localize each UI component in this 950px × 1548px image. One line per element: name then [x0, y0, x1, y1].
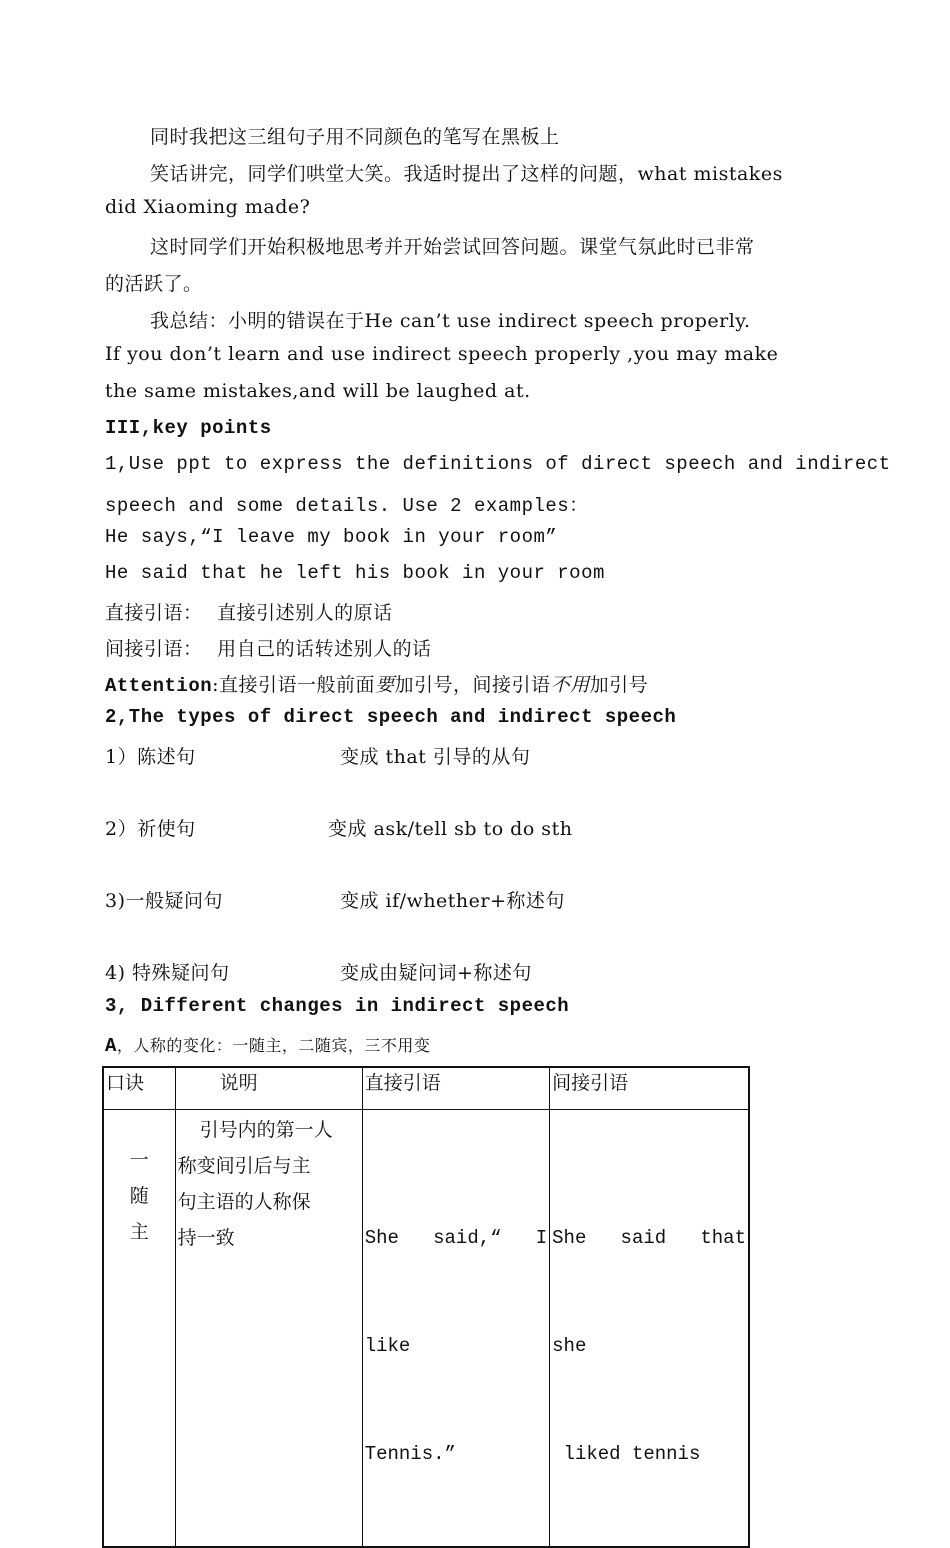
attention-emphasis: 要 — [375, 674, 395, 696]
type-change: 变成 that 引导的从句 — [340, 746, 531, 768]
example-sentence: He says,“I leave my book in your room” — [105, 526, 558, 548]
indirect-cell — [550, 1109, 749, 1547]
definition-text: 用自己的话转述别人的话 — [217, 638, 432, 660]
type-name: 3)一般疑问句 — [105, 890, 224, 912]
definition-label: 直接引语： — [105, 602, 203, 624]
paragraph-line: 同时我把这三组句子用不同颜色的笔写在黑板上 — [150, 126, 560, 148]
person-change-table — [102, 1066, 750, 1548]
attention-emphasis: 不用 — [550, 674, 590, 696]
type-change: 变成由疑问词+称述句 — [340, 962, 532, 984]
paragraph-line: 这时同学们开始积极地思考并开始尝试回答问题。课堂气氛此时已非常 — [150, 236, 755, 258]
direct-line: like — [364, 1334, 411, 1357]
indirect-line: She said that — [552, 1226, 746, 1249]
koujue-char: 一 — [129, 1148, 149, 1171]
attention-note — [105, 670, 648, 697]
type-row — [105, 742, 196, 769]
direct-cell — [362, 1109, 549, 1547]
header-indirect: 间接引语 — [552, 1072, 629, 1094]
attention-text: 加引号 — [589, 674, 649, 696]
key-point-heading: 2,The types of direct speech and indirect speech — [105, 706, 677, 728]
example-sentence: He said that he left his book in your room — [105, 562, 605, 584]
definition-indirect — [105, 634, 432, 661]
shuoming-line: 引号内的第一人 — [199, 1118, 333, 1141]
indirect-line: liked tennis — [552, 1442, 701, 1465]
attention-text: 加引号，间接引语 — [394, 674, 551, 696]
type-name: 4) 特殊疑问句 — [105, 962, 230, 984]
attention-text: :直接引语一般前面 — [212, 674, 376, 696]
key-point-line: 1,Use ppt to express the definitions of direct speech and indirect — [105, 453, 891, 475]
table-header-cell — [362, 1067, 549, 1109]
type-change: 变成 if/whether+称述句 — [340, 890, 565, 912]
type-change: 变成 ask/tell sb to do sth — [328, 818, 573, 840]
header-direct: 直接引语 — [364, 1072, 441, 1094]
header-shuoming: 说明 — [219, 1072, 258, 1094]
paragraph-line: 笑话讲完，同学们哄堂大笑。我适时提出了这样的问题，what mistakes — [150, 163, 783, 185]
table-header-cell — [103, 1067, 175, 1109]
koujue-cell — [103, 1109, 175, 1547]
subsection-text: ，人称的变化：一随主，二随宾，三不用变 — [116, 1036, 431, 1055]
type-name: 2）祈使句 — [105, 818, 196, 840]
direct-line: Tennis.” — [364, 1442, 456, 1465]
table-header-cell — [175, 1067, 362, 1109]
koujue-char: 主 — [129, 1220, 149, 1243]
definition-direct — [105, 598, 393, 625]
definition-label: 间接引语： — [105, 638, 203, 660]
subsection-label: A — [105, 1035, 117, 1057]
key-point-heading: 3, Different changes in indirect speech — [105, 995, 570, 1017]
type-row — [105, 958, 230, 985]
shuoming-line: 持一致 — [177, 1226, 235, 1249]
paragraph-line: the same mistakes,and will be laughed at. — [105, 380, 531, 402]
type-row — [105, 814, 196, 841]
table-header-row — [103, 1067, 749, 1109]
section-heading: III,key points — [105, 417, 272, 439]
direct-line: She said,“ I — [364, 1226, 548, 1249]
paragraph-line: did Xiaoming made? — [105, 196, 311, 218]
indirect-line: she — [552, 1334, 587, 1357]
type-row — [105, 886, 223, 913]
subsection-a — [105, 1033, 430, 1057]
table-row — [103, 1109, 749, 1547]
table-header-cell — [550, 1067, 749, 1109]
header-koujue: 口诀 — [106, 1072, 145, 1094]
attention-label: Attention — [105, 675, 213, 697]
paragraph-line: 我总结：小明的错误在于He can’t use indirect speech properly. — [150, 310, 751, 332]
key-point-line: speech and some details. Use 2 examples： — [105, 495, 589, 517]
paragraph-line: 的活跃了。 — [105, 273, 203, 295]
paragraph-line: If you don’t learn and use indirect speech properly ,you may make — [105, 343, 779, 365]
shuoming-cell — [175, 1109, 362, 1547]
koujue-char: 随 — [129, 1184, 149, 1207]
shuoming-line: 句主语的人称保 — [177, 1190, 311, 1213]
shuoming-line: 称变间引后与主 — [177, 1154, 311, 1177]
type-name: 1）陈述句 — [105, 746, 196, 768]
definition-text: 直接引述别人的原话 — [217, 602, 393, 624]
